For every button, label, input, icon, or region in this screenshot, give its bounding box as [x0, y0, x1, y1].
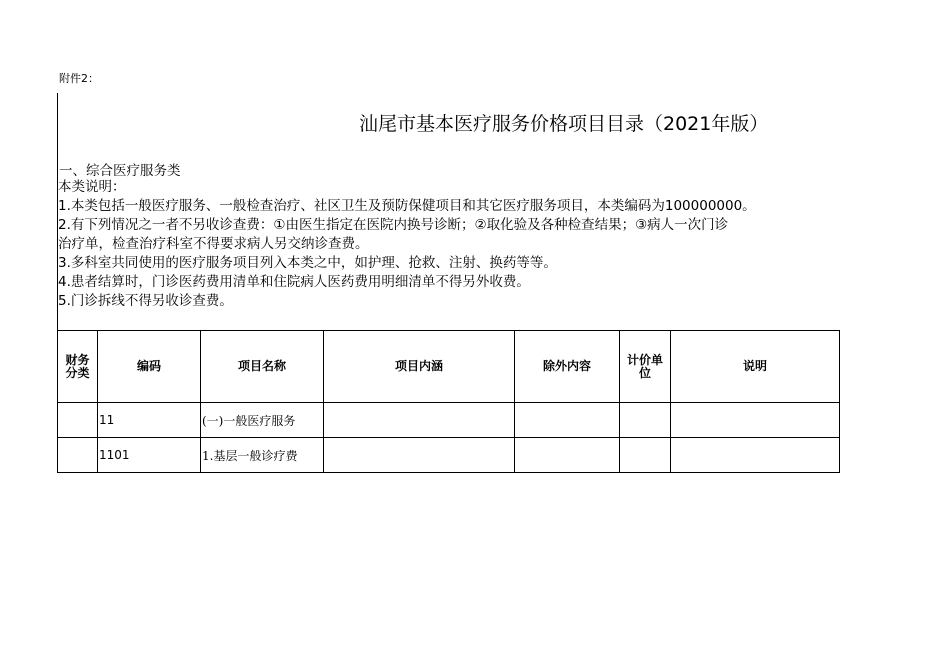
section-heading: 一、综合医疗服务类 — [59, 163, 181, 179]
price-item-table-wrapper — [57, 330, 840, 473]
cell-code: 11 — [98, 403, 201, 438]
note-line-4: 4.患者结算时，门诊医药费用清单和住院病人医药费用明细清单不得另外收费。 — [58, 274, 530, 290]
attachment-label: 附件2： — [59, 72, 99, 85]
cell-item-content — [324, 438, 515, 473]
header-exclusions: 除外内容 — [515, 331, 620, 403]
cell-pricing-unit — [620, 403, 671, 438]
note-line-5: 5.门诊拆线不得另收诊查费。 — [58, 293, 233, 309]
notes-heading: 本类说明： — [58, 179, 126, 195]
cell-finance-category — [58, 438, 98, 473]
cell-exclusions — [515, 403, 620, 438]
cell-exclusions — [515, 438, 620, 473]
cell-pricing-unit — [620, 438, 671, 473]
header-remarks: 说明 — [671, 331, 840, 403]
header-item-name: 项目名称 — [201, 331, 324, 403]
cell-item-name: 1.基层一般诊疗费 — [201, 438, 324, 473]
header-pricing-unit: 计价单位 — [620, 331, 671, 403]
header-finance-category: 财务分类 — [58, 331, 98, 403]
document-title: 汕尾市基本医疗服务价格项目目录（2021年版） — [359, 113, 769, 135]
header-code: 编码 — [98, 331, 201, 403]
price-item-table — [57, 330, 840, 473]
note-line-3: 3.多科室共同使用的医疗服务项目列入本类之中，如护理、抢救、注射、换药等等。 — [58, 255, 557, 271]
cell-remarks — [671, 403, 840, 438]
cell-code: 1101 — [98, 438, 201, 473]
note-line-1: 1.本类包括一般医疗服务、一般检查治疗、社区卫生及预防保健项目和其它医疗服务项目，本类编码为100000000。 — [58, 198, 756, 214]
table-header-row — [58, 331, 840, 403]
cell-item-content — [324, 403, 515, 438]
cell-finance-category — [58, 403, 98, 438]
table-row — [58, 403, 840, 438]
cell-remarks — [671, 438, 840, 473]
table-row — [58, 438, 840, 473]
header-item-content: 项目内涵 — [324, 331, 515, 403]
note-line-2: 2.有下列情况之一者不另收诊查费：①由医生指定在医院内换号诊断；②取化验及各种检查结果；③病人一次门诊 — [58, 217, 729, 233]
category-notes — [58, 178, 840, 311]
cell-item-name: (一)一般医疗服务 — [201, 403, 324, 438]
note-line-2-continued: 治疗单，检查治疗科室不得要求病人另交纳诊查费。 — [58, 236, 369, 252]
